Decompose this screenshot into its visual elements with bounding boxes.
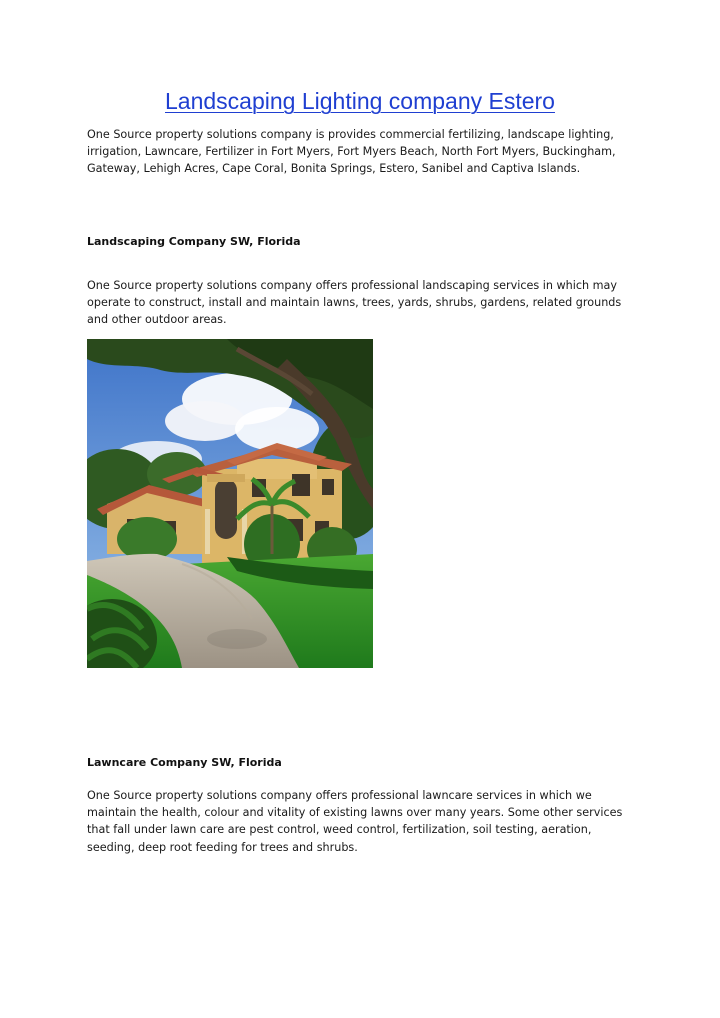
intro-paragraph: One Source property solutions company is provides commercial fertilizing, landscape lighting, irrigation, Lawncare, Fertilizer in Fort Myers, Fort Myers Beach, North Fort Myers, Buckingham, Gateway, Lehigh Acres, Cape Coral, Bonita Springs, Estero, Sanibel and Captiva Islands. <box>87 128 616 176</box>
house-photo <box>87 339 373 668</box>
section-body-lawncare: One Source property solutions company offers professional lawncare services in which we maintain the health, colour and vitality of existing lawns over many years. Some other services that fall under lawn care are pest control, weed control, fertilization, soil testing, aeration, seeding, deep root feeding for trees and shrubs. <box>87 789 623 854</box>
section-heading-landscaping: Landscaping Company SW, Florida <box>87 235 301 248</box>
section-heading-lawncare: Lawncare Company SW, Florida <box>87 756 282 769</box>
section-body-landscaping: One Source property solutions company offers professional landscaping services in which may operate to construct, install and maintain lawns, trees, yards, shrubs, gardens, related grounds and other outdoor areas. <box>87 279 622 327</box>
document-title-link[interactable]: Landscaping Lighting company Estero <box>165 88 555 114</box>
